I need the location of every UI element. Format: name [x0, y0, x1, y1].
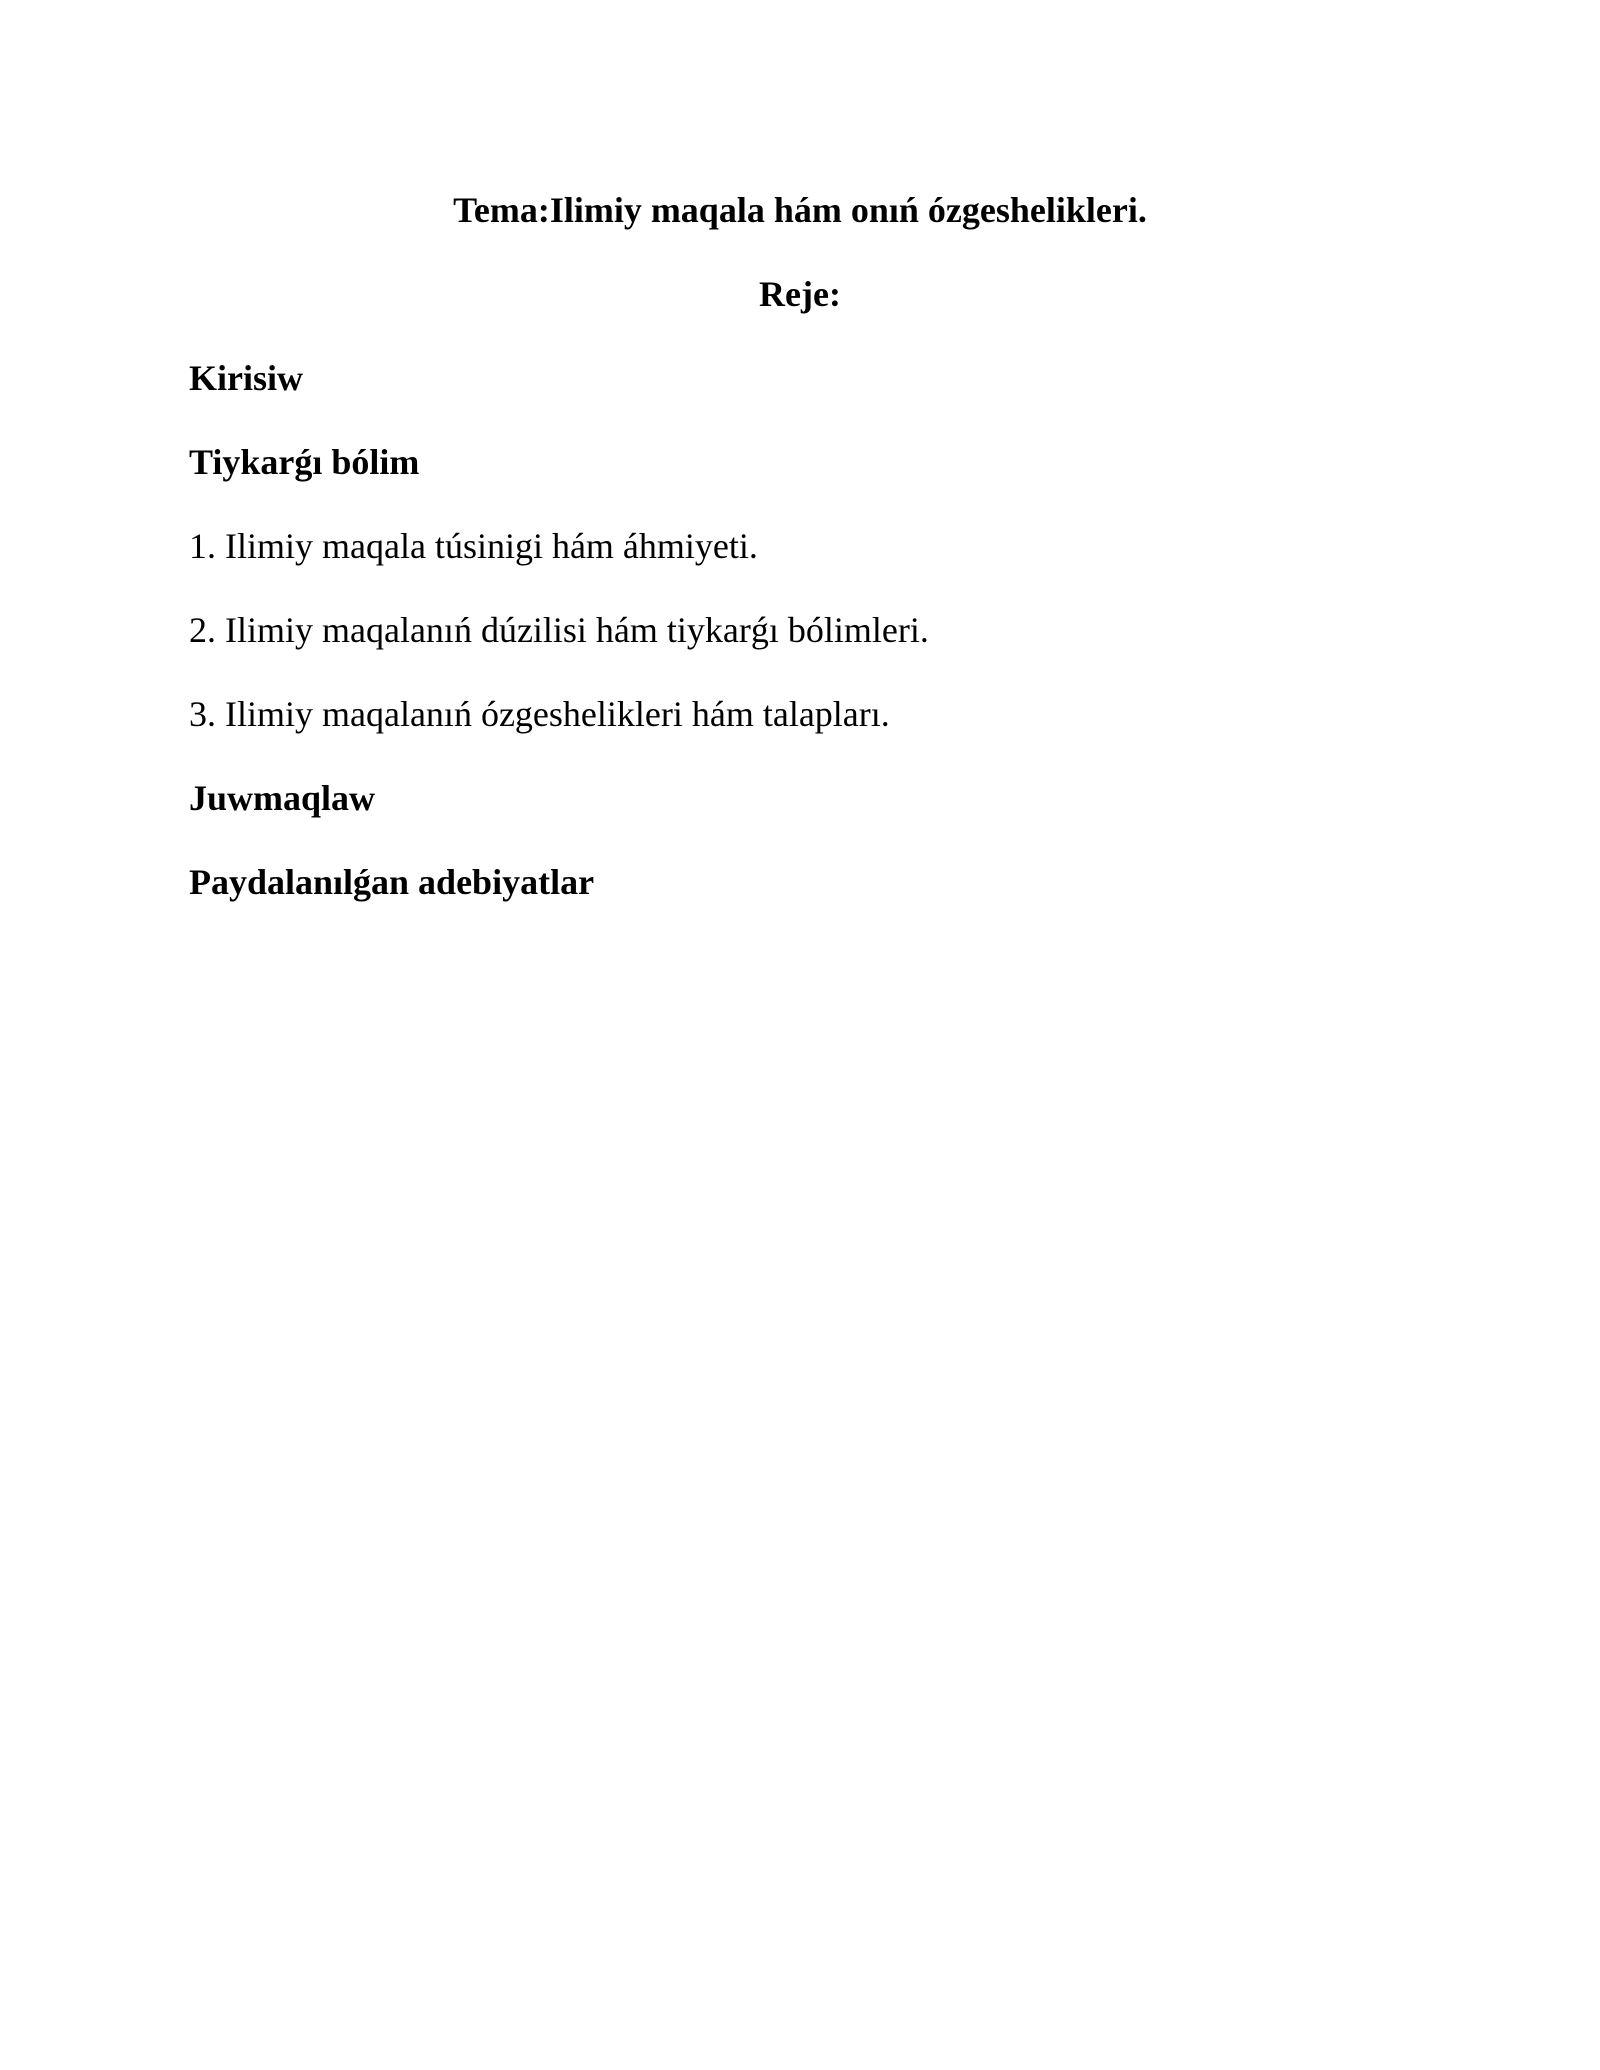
plan-item-3: 3. Ilimiy maqalanıń ózgeshelikleri hám talapları. — [189, 694, 890, 734]
section-conclusion: Juwmaqlaw — [189, 778, 376, 818]
section-intro: Kirisiw — [189, 358, 303, 398]
section-main-part: Tiykarǵı bólim — [189, 442, 420, 482]
plan-item-1: 1. Ilimiy maqala túsinigi hám áhmiyeti. — [189, 526, 758, 566]
plan-item-2: 2. Ilimiy maqalanıń dúzilisi hám tiykarǵı bólimleri. — [189, 610, 929, 650]
plan-heading: Reje: — [759, 274, 841, 314]
document-title: Tema:Ilimiy maqala hám onıń ózgeshelikleri. — [453, 190, 1147, 230]
section-references: Paydalanılǵan adebiyatlar — [189, 862, 595, 902]
